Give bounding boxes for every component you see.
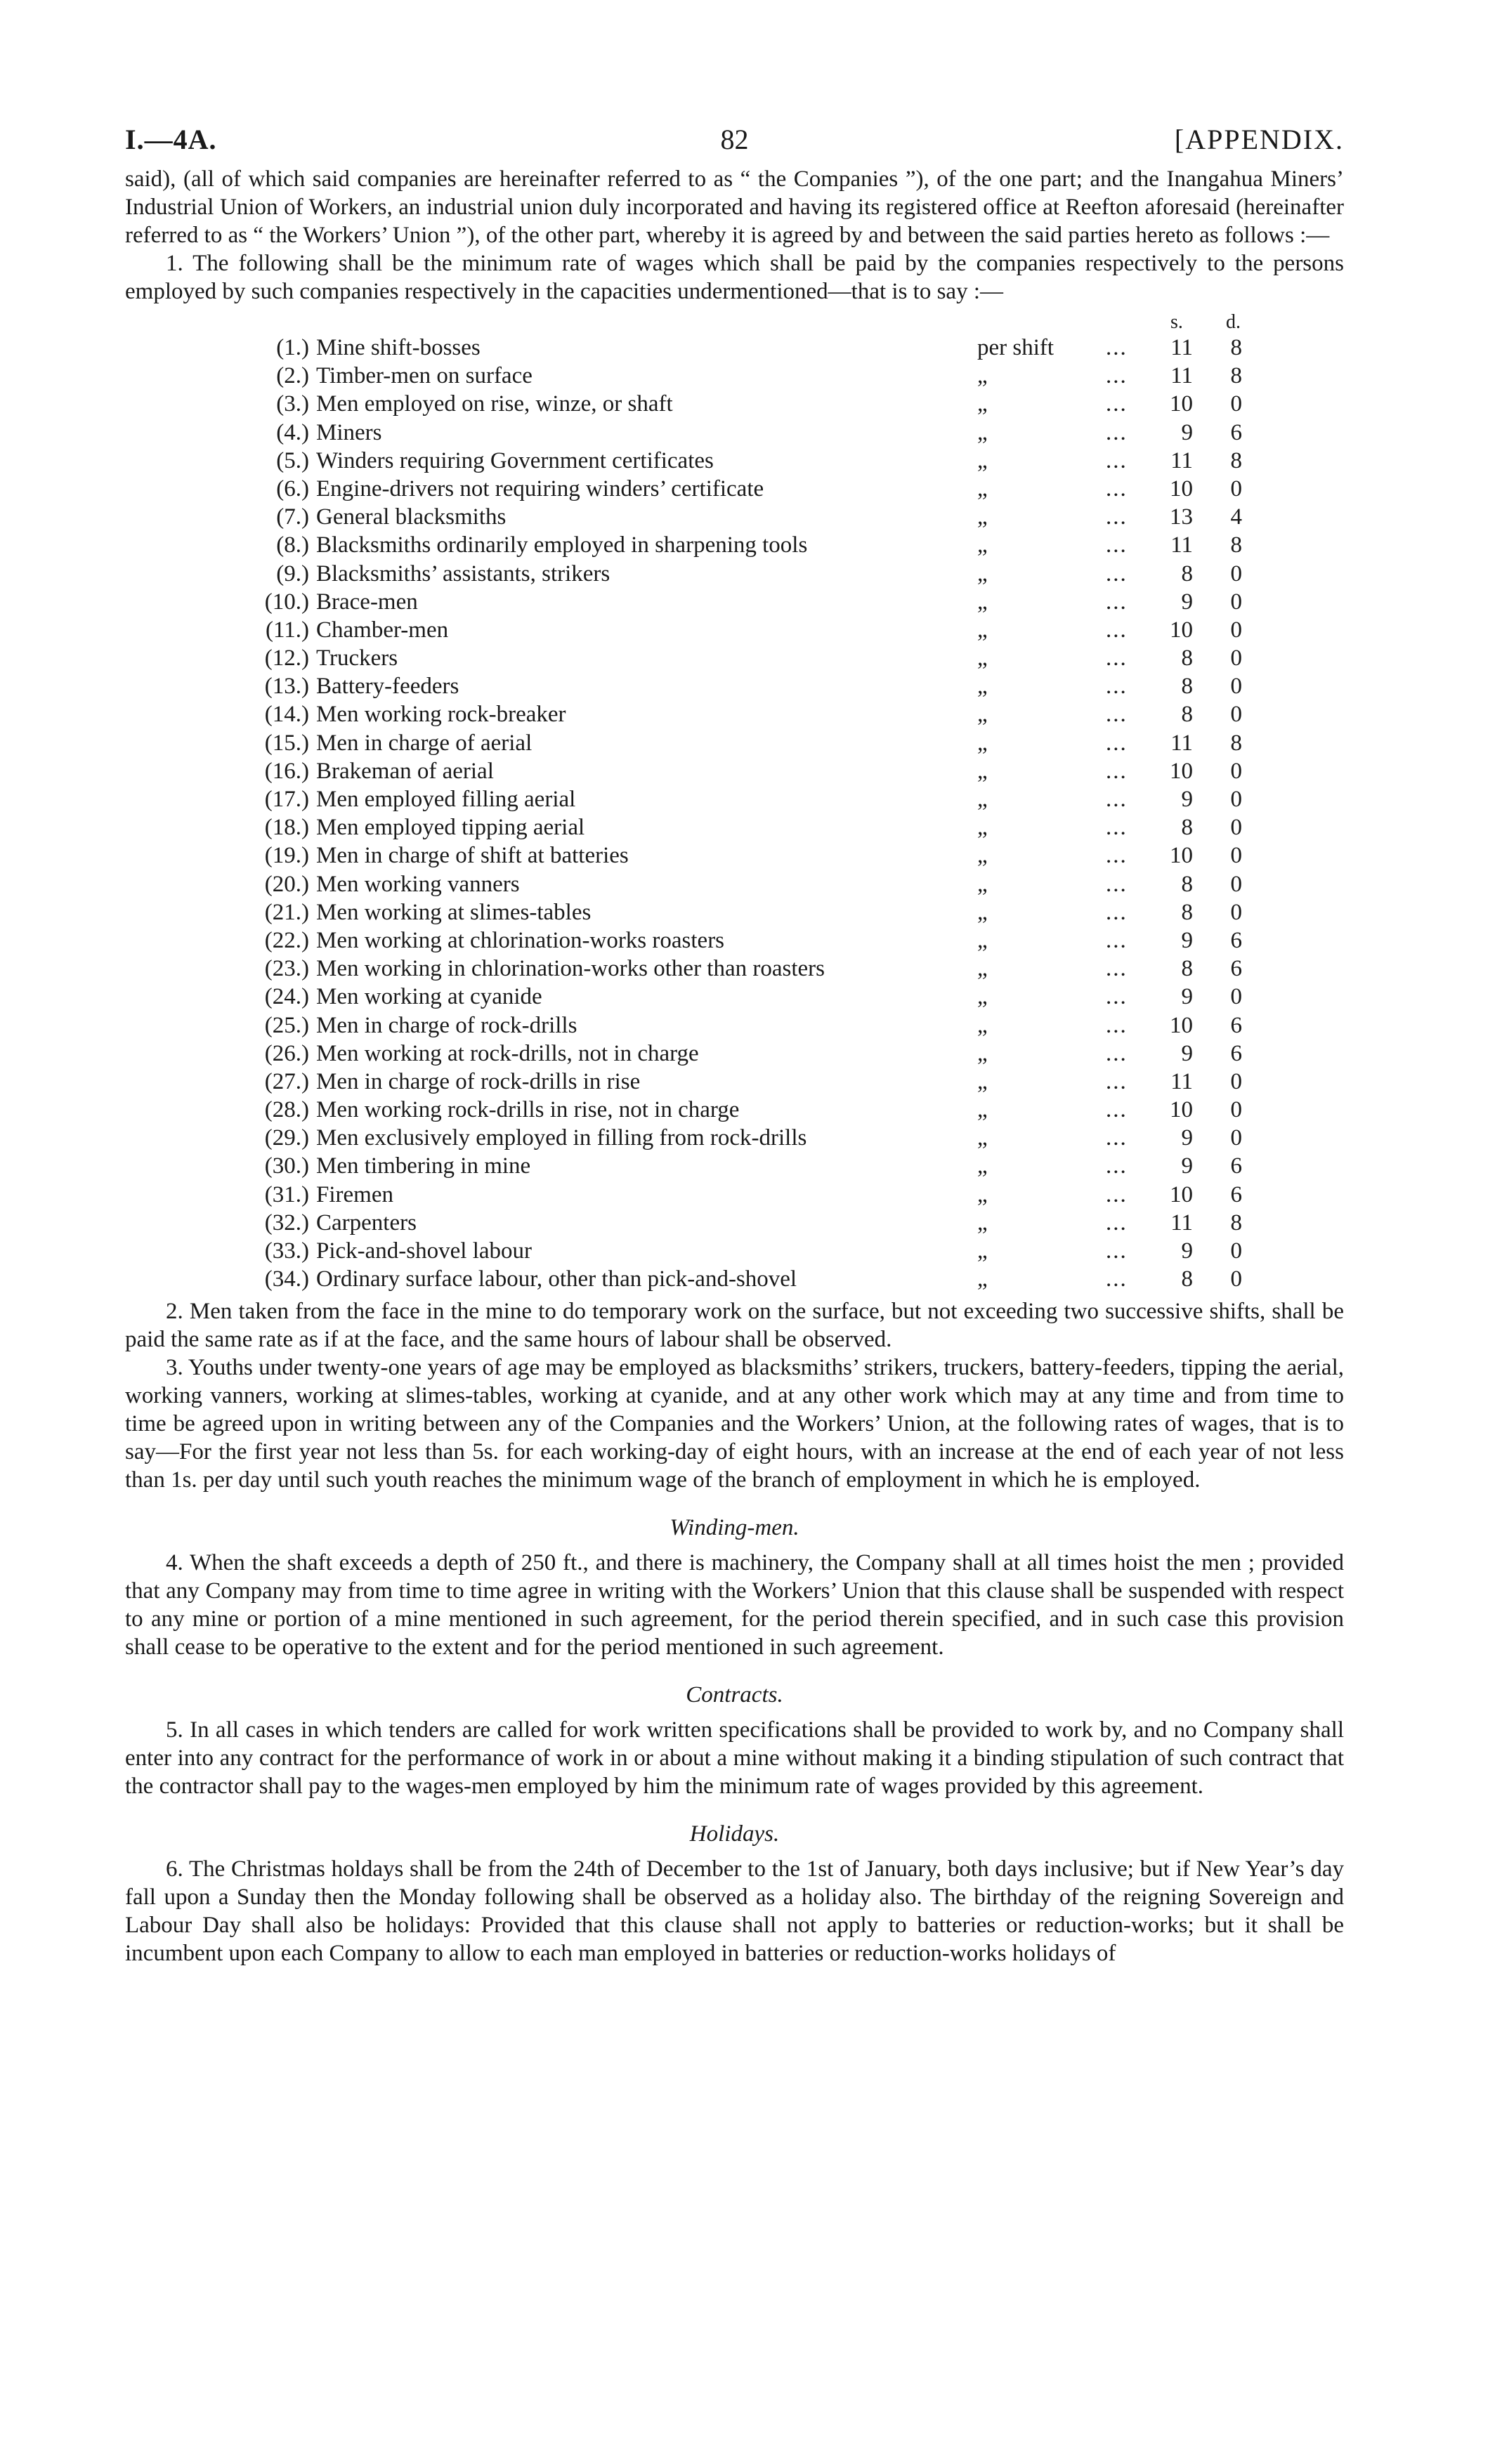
wage-item-number: (12.) [264, 646, 309, 671]
wage-item-leader: ... [1106, 1097, 1128, 1123]
wage-item-leader: ... [1106, 1266, 1128, 1292]
wage-item-shillings: 11 [1170, 1068, 1193, 1094]
wage-item-pence: 0 [1230, 1097, 1242, 1123]
wage-item-leader: ... [1106, 1210, 1128, 1236]
wage-row [125, 1152, 1344, 1180]
wage-row [125, 700, 1344, 728]
wage-item-pence: 0 [1230, 984, 1242, 1010]
wage-item-pence: 8 [1230, 1210, 1242, 1236]
wage-item-description: Men employed tipping aerial [316, 815, 585, 841]
wage-item-number: (13.) [264, 674, 309, 700]
wage-item-shillings: 8 [1181, 899, 1193, 925]
wage-item-unit: „ [977, 984, 988, 1010]
wage-item-number: (8.) [276, 532, 309, 558]
wage-row [125, 955, 1344, 983]
page-number: 82 [720, 124, 749, 155]
wage-item-description: Truckers [316, 646, 398, 671]
wage-row [125, 447, 1344, 475]
wage-item-shillings: 9 [1181, 1125, 1193, 1151]
wage-item-number: (18.) [264, 815, 309, 841]
wage-item-number: (24.) [264, 984, 309, 1010]
wage-item-number: (2.) [276, 363, 309, 389]
wage-item-description: Men working at rock-drills, not in charge [316, 1040, 699, 1066]
wage-item-shillings: 10 [1170, 758, 1193, 784]
wage-item-leader: ... [1106, 815, 1128, 841]
wage-item-shillings: 10 [1170, 843, 1193, 869]
wage-item-unit: „ [977, 363, 988, 389]
wage-item-number: (19.) [264, 843, 309, 869]
wage-item-unit: „ [977, 1153, 988, 1179]
wage-item-leader: ... [1106, 1153, 1128, 1179]
wage-item-shillings: 9 [1181, 589, 1193, 615]
wage-item-pence: 0 [1230, 702, 1242, 728]
wage-item-pence: 0 [1230, 391, 1242, 417]
wage-row [125, 813, 1344, 841]
wage-item-pence: 0 [1230, 561, 1242, 586]
wage-row [125, 1181, 1344, 1209]
wage-item-pence: 0 [1230, 843, 1242, 869]
wage-item-number: (20.) [264, 871, 309, 897]
wage-item-description: Timber-men on surface [316, 363, 533, 389]
wage-item-shillings: 11 [1170, 532, 1193, 558]
section-heading-contracts: Contracts. [686, 1682, 783, 1708]
document-reference: I.—4A. [125, 124, 217, 155]
wage-item-pence: 0 [1230, 815, 1242, 841]
wage-item-unit: „ [977, 956, 988, 982]
wage-item-leader: ... [1106, 1040, 1128, 1066]
wage-item-leader: ... [1106, 1125, 1128, 1151]
wage-item-leader: ... [1106, 956, 1128, 982]
wage-row [125, 390, 1344, 418]
wage-item-leader: ... [1106, 391, 1128, 417]
wage-item-unit: „ [977, 1068, 988, 1094]
section-heading-holidays: Holidays. [689, 1821, 780, 1847]
wage-item-pence: 8 [1230, 730, 1242, 756]
wage-item-number: (25.) [264, 1012, 309, 1038]
wage-item-shillings: 9 [1181, 787, 1193, 812]
wage-item-leader: ... [1106, 927, 1128, 953]
wage-item-number: (32.) [264, 1210, 309, 1236]
wage-item-shillings: 9 [1181, 1238, 1193, 1264]
wage-item-description: Men in charge of rock-drills [316, 1012, 577, 1038]
wage-item-description: Men working rock-breaker [316, 702, 566, 728]
wage-row [125, 419, 1344, 447]
wage-item-pence: 0 [1230, 1068, 1242, 1094]
wage-item-shillings: 9 [1181, 927, 1193, 953]
wage-item-description: Men working vanners [316, 871, 520, 897]
wage-item-description: Men working at cyanide [316, 984, 542, 1010]
clause-3: 3. Youths under twenty-one years of age may be employed as blacksmiths’ strikers, truckers, battery-feeders, tipping the aerial, working vanners, working at slimes-tables, working at cyanide, and at any other work which may at any time and from time to time be agreed upon in writing between any of the Companies and the Workers’ Union, at the following rates of wages, that is to say—For the first year not less than 5s. for each working-day of eight hours, with an increase at the end of each year of not less than 1s. per day until such youth reaches the minimum wage of the branch of employment in which he is employed. [125, 1355, 1344, 1493]
wage-item-shillings: 9 [1181, 1153, 1193, 1179]
wage-item-pence: 8 [1230, 447, 1242, 473]
wage-item-shillings: 8 [1181, 646, 1193, 671]
wage-item-number: (15.) [264, 730, 309, 756]
wage-item-shillings: 8 [1181, 871, 1193, 897]
wage-item-leader: ... [1106, 476, 1128, 502]
wage-item-leader: ... [1106, 1181, 1128, 1207]
wage-item-pence: 0 [1230, 674, 1242, 700]
wage-item-pence: 0 [1230, 1125, 1242, 1151]
wage-item-description: Men working in chlorination-works other than roasters [316, 956, 825, 982]
wage-row [125, 785, 1344, 813]
wage-item-pence: 0 [1230, 1238, 1242, 1264]
wage-item-pence: 8 [1230, 363, 1242, 389]
page-header [125, 123, 1344, 165]
wage-row [125, 729, 1344, 757]
wage-row [125, 1011, 1344, 1040]
wages-rows [125, 334, 1344, 1293]
wage-item-shillings: 8 [1181, 561, 1193, 586]
wage-item-number: (4.) [276, 419, 309, 445]
wage-item-number: (1.) [276, 335, 309, 360]
wage-item-pence: 0 [1230, 899, 1242, 925]
wage-item-leader: ... [1106, 419, 1128, 445]
wage-item-description: Blacksmiths ordinarily employed in sharpening tools [316, 532, 808, 558]
wage-item-leader: ... [1106, 787, 1128, 812]
wage-item-pence: 0 [1230, 646, 1242, 671]
clause-4: 4. When the shaft exceeds a depth of 250 ft., and there is machinery, the Company shall at all times hoist the men ; provided that any Company may from time to time agree in writing with the Workers’ Union that this clause shall be suspended with respect to any mine or portion of a mine mentioned in such agreement, for the period therein specified, and in such case this provision shall cease to be operative to the extent and for the period mentioned in such agreement. [125, 1550, 1344, 1660]
wage-item-shillings: 10 [1170, 1097, 1193, 1123]
wage-item-unit: „ [977, 871, 988, 897]
clause-6: 6. The Christmas holdays shall be from the 24th of December to the 1st of January, both days inclusive; but if New Year’s day fall upon a Sunday then the Monday following shall be observed as a holiday also. The birthday of the reigning Sovereign and Labour Day shall also be holidays: Provided that this clause shall not apply to batteries or reduction-works; but it shall be incumbent upon each Company to allow to each man employed in batteries or reduction-works holidays of [125, 1856, 1344, 1967]
wage-item-pence: 0 [1230, 589, 1242, 615]
wage-item-unit: „ [977, 391, 988, 417]
wage-row [125, 870, 1344, 898]
wage-item-shillings: 11 [1170, 363, 1193, 389]
wage-item-shillings: 8 [1181, 674, 1193, 700]
wage-item-unit: „ [977, 1012, 988, 1038]
wage-item-leader: ... [1106, 504, 1128, 530]
wage-item-description: Men exclusively employed in filling from rock-drills [316, 1125, 807, 1151]
wage-row [125, 334, 1344, 362]
wage-item-leader: ... [1106, 1068, 1128, 1094]
wage-item-number: (34.) [264, 1266, 309, 1292]
wage-row [125, 757, 1344, 785]
wage-item-shillings: 9 [1181, 984, 1193, 1010]
wage-item-unit: „ [977, 646, 988, 671]
wage-item-shillings: 10 [1170, 617, 1193, 643]
wage-item-description: Men in charge of shift at batteries [316, 843, 629, 869]
wage-item-shillings: 11 [1170, 447, 1193, 473]
wage-item-unit: „ [977, 899, 988, 925]
wage-row [125, 1209, 1344, 1237]
wage-item-number: (22.) [264, 927, 309, 953]
wage-item-pence: 6 [1230, 956, 1242, 982]
wage-item-description: Men in charge of aerial [316, 730, 533, 756]
wage-item-number: (17.) [264, 787, 309, 812]
wage-row [125, 1040, 1344, 1068]
wage-item-number: (5.) [276, 447, 309, 473]
wage-item-number: (6.) [276, 476, 309, 502]
wage-item-unit: „ [977, 419, 988, 445]
wage-item-pence: 6 [1230, 1040, 1242, 1066]
wage-item-pence: 0 [1230, 758, 1242, 784]
wage-item-leader: ... [1106, 702, 1128, 728]
wage-item-unit: „ [977, 1097, 988, 1123]
clause-1: 1. The following shall be the minimum rate of wages which shall be paid by the companies respectively to the persons employed by such companies respectively in the capacities undermentioned—that is to say :— [125, 251, 1344, 304]
wage-item-unit: „ [977, 758, 988, 784]
wage-item-shillings: 11 [1170, 730, 1193, 756]
wage-item-leader: ... [1106, 674, 1128, 700]
wage-item-unit: „ [977, 617, 988, 643]
wage-row [125, 983, 1344, 1011]
wage-item-leader: ... [1106, 532, 1128, 558]
wage-item-shillings: 8 [1181, 815, 1193, 841]
wages-units-row [125, 306, 1344, 334]
wage-item-number: (21.) [264, 899, 309, 925]
body-text-continued [125, 1297, 1344, 1967]
wage-row [125, 531, 1344, 559]
wage-item-description: Carpenters [316, 1210, 417, 1236]
wage-row [125, 1265, 1344, 1293]
wage-item-leader: ... [1106, 447, 1128, 473]
wage-item-pence: 8 [1230, 532, 1242, 558]
wage-item-unit: „ [977, 1040, 988, 1066]
wage-item-unit: per shift [977, 335, 1054, 360]
wage-item-number: (33.) [264, 1238, 309, 1264]
wage-item-unit: „ [977, 1266, 988, 1292]
wage-item-number: (23.) [264, 956, 309, 982]
wage-item-description: Men working rock-drills in rise, not in charge [316, 1097, 740, 1123]
wage-item-shillings: 8 [1181, 956, 1193, 982]
wage-item-shillings: 13 [1170, 504, 1193, 530]
wage-item-number: (31.) [264, 1181, 309, 1207]
wage-item-unit: „ [977, 476, 988, 502]
wage-row [125, 672, 1344, 700]
wage-item-unit: „ [977, 1238, 988, 1264]
wage-item-leader: ... [1106, 1238, 1128, 1264]
wage-item-pence: 6 [1230, 927, 1242, 953]
wage-item-number: (26.) [264, 1040, 309, 1066]
wage-item-pence: 0 [1230, 617, 1242, 643]
wage-row [125, 1237, 1344, 1265]
wages-table [125, 306, 1344, 1293]
appendix-label: [APPENDIX. [1174, 124, 1344, 155]
wage-item-number: (7.) [276, 504, 309, 530]
wage-item-description: Men in charge of rock-drills in rise [316, 1068, 641, 1094]
wage-row [125, 475, 1344, 503]
wage-item-leader: ... [1106, 984, 1128, 1010]
wage-item-leader: ... [1106, 843, 1128, 869]
wage-item-unit: „ [977, 447, 988, 473]
wage-row [125, 926, 1344, 955]
wage-item-pence: 6 [1230, 1012, 1242, 1038]
wage-item-shillings: 9 [1181, 419, 1193, 445]
wage-item-pence: 0 [1230, 871, 1242, 897]
wage-item-unit: „ [977, 561, 988, 586]
section-heading-winding: Winding-men. [670, 1515, 799, 1541]
wage-item-leader: ... [1106, 363, 1128, 389]
wage-item-shillings: 10 [1170, 391, 1193, 417]
wage-item-leader: ... [1106, 561, 1128, 586]
wage-row [125, 1068, 1344, 1096]
wage-item-shillings: 10 [1170, 1012, 1193, 1038]
wage-row [125, 898, 1344, 926]
wage-item-shillings: 11 [1170, 1210, 1193, 1236]
wage-item-shillings: 10 [1170, 476, 1193, 502]
wage-item-leader: ... [1106, 617, 1128, 643]
wage-item-unit: „ [977, 504, 988, 530]
wage-row [125, 362, 1344, 390]
wage-row [125, 560, 1344, 588]
wage-item-leader: ... [1106, 871, 1128, 897]
wage-item-number: (30.) [264, 1153, 309, 1179]
body-text [125, 165, 1344, 306]
wage-item-leader: ... [1106, 1012, 1128, 1038]
wage-item-description: Pick-and-shovel labour [316, 1238, 533, 1264]
wage-item-leader: ... [1106, 899, 1128, 925]
wage-item-number: (14.) [264, 702, 309, 728]
wage-item-leader: ... [1106, 730, 1128, 756]
wage-item-unit: „ [977, 702, 988, 728]
intro-paragraph: said), (all of which said companies are hereinafter referred to as “ the Companies ”), of the one part; and the Inangahua Miners’ Industrial Union of Workers, an industrial union duly incorporated and having its registered office at Reefton aforesaid (hereinafter referred to as “ the Workers’ Union ”), of the other part, whereby it is agreed by and between the said parties hereto as follows :— [125, 166, 1344, 248]
wage-item-unit: „ [977, 843, 988, 869]
wage-item-shillings: 8 [1181, 702, 1193, 728]
wage-item-pence: 0 [1230, 1266, 1242, 1292]
wage-item-shillings: 10 [1170, 1181, 1193, 1207]
wage-item-pence: 6 [1230, 1153, 1242, 1179]
wage-item-unit: „ [977, 787, 988, 812]
wage-item-description: Chamber-men [316, 617, 449, 643]
wage-item-description: Men employed filling aerial [316, 787, 576, 812]
wage-item-pence: 0 [1230, 787, 1242, 812]
wage-item-description: Engine-drivers not requiring winders’ certificate [316, 476, 764, 502]
wage-item-unit: „ [977, 1181, 988, 1207]
wage-item-number: (28.) [264, 1097, 309, 1123]
wage-row [125, 1096, 1344, 1124]
wage-item-shillings: 11 [1170, 335, 1193, 360]
wage-item-number: (9.) [276, 561, 309, 586]
wage-item-leader: ... [1106, 646, 1128, 671]
wage-item-pence: 0 [1230, 476, 1242, 502]
wage-item-pence: 8 [1230, 335, 1242, 360]
wage-item-shillings: 9 [1181, 1040, 1193, 1066]
wage-item-unit: „ [977, 532, 988, 558]
wage-item-unit: „ [977, 730, 988, 756]
wage-item-description: Winders requiring Government certificates [316, 447, 714, 473]
wage-item-description: Men working at slimes-tables [316, 899, 592, 925]
wage-item-number: (16.) [264, 758, 309, 784]
unit-shillings: s. [1170, 311, 1183, 333]
wage-item-unit: „ [977, 589, 988, 615]
clause-2: 2. Men taken from the face in the mine to do temporary work on the surface, but not exceeding two successive shifts, shall be paid the same rate as if at the face, and the same hours of labour shall be observed. [125, 1299, 1344, 1353]
wage-item-unit: „ [977, 927, 988, 953]
wage-item-number: (29.) [264, 1125, 309, 1151]
wage-item-number: (27.) [264, 1068, 309, 1094]
wage-item-number: (3.) [276, 391, 309, 417]
document-page [125, 123, 1344, 1967]
wage-item-description: Firemen [316, 1181, 393, 1207]
wage-item-description: Miners [316, 419, 382, 445]
wage-item-description: Ordinary surface labour, other than pick-and-shovel [316, 1266, 797, 1292]
wage-item-description: Mine shift-bosses [316, 335, 481, 360]
wage-row [125, 503, 1344, 531]
wage-item-description: Battery-feeders [316, 674, 459, 700]
wage-item-description: Men employed on rise, winze, or shaft [316, 391, 673, 417]
unit-pence: d. [1226, 311, 1241, 333]
wage-row [125, 588, 1344, 616]
wage-item-unit: „ [977, 815, 988, 841]
wage-item-description: Brace-men [316, 589, 418, 615]
wage-item-unit: „ [977, 674, 988, 700]
clause-5: 5. In all cases in which tenders are called for work written specifications shall be provided to work by, and no Company shall enter into any contract for the performance of work in or about a mine without making it a binding stipulation of such contract that the contractor shall pay to the wages-men employed by him the minimum rate of wages provided by this agreement. [125, 1717, 1344, 1800]
wage-item-shillings: 8 [1181, 1266, 1193, 1292]
wage-item-leader: ... [1106, 589, 1128, 615]
wage-row [125, 841, 1344, 870]
wage-row [125, 644, 1344, 672]
wage-item-description: Blacksmiths’ assistants, strikers [316, 561, 610, 586]
wage-row [125, 1124, 1344, 1152]
wage-item-pence: 6 [1230, 1181, 1242, 1207]
wage-item-number: (11.) [265, 617, 309, 643]
wage-item-leader: ... [1106, 335, 1128, 360]
wage-item-number: (10.) [264, 589, 309, 615]
wage-item-unit: „ [977, 1210, 988, 1236]
wage-item-pence: 6 [1230, 419, 1242, 445]
wage-item-pence: 4 [1230, 504, 1242, 530]
wage-item-description: General blacksmiths [316, 504, 507, 530]
wage-item-leader: ... [1106, 758, 1128, 784]
wage-item-description: Men timbering in mine [316, 1153, 531, 1179]
wage-row [125, 616, 1344, 644]
wage-item-unit: „ [977, 1125, 988, 1151]
wage-item-description: Men working at chlorination-works roasters [316, 927, 725, 953]
wage-item-description: Brakeman of aerial [316, 758, 494, 784]
